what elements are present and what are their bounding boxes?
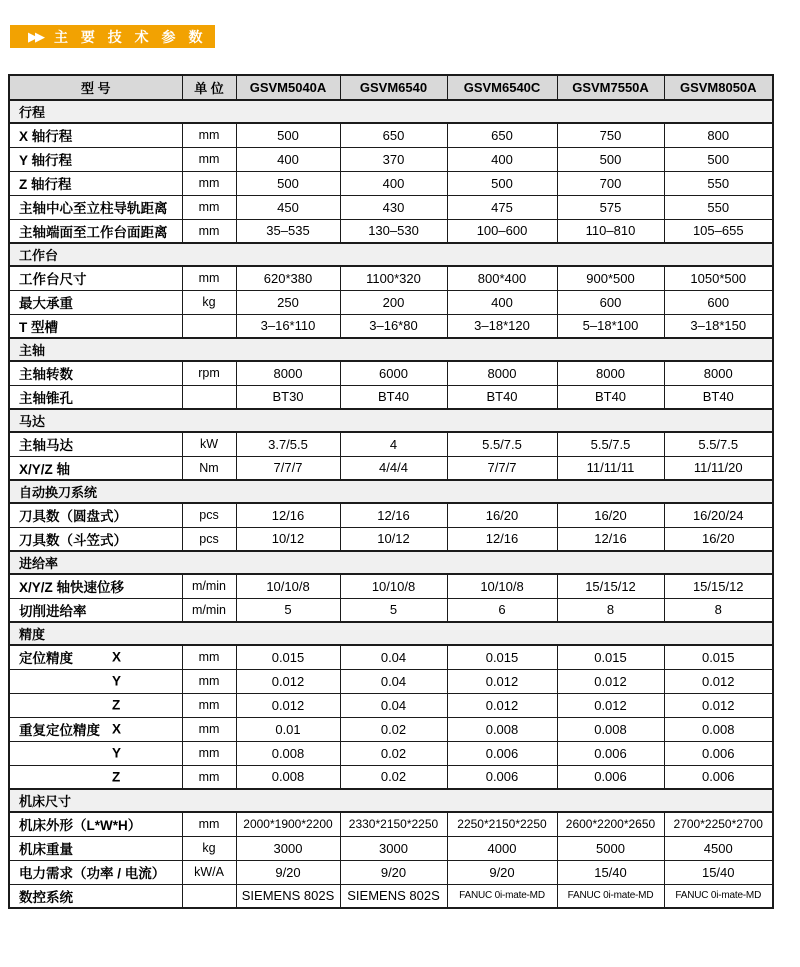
row-label: Y 轴行程 xyxy=(9,147,182,171)
row-label: Z 轴行程 xyxy=(9,171,182,195)
row-unit: Nm xyxy=(182,456,236,480)
table-row xyxy=(9,361,773,385)
cell-value: 575 xyxy=(557,195,664,219)
cell-value: 0.012 xyxy=(557,669,664,693)
cell-value: 0.02 xyxy=(340,717,447,741)
cell-value: 12/16 xyxy=(340,503,447,527)
cell-value: 10/12 xyxy=(340,527,447,551)
table-row xyxy=(9,314,773,338)
section-title: 行程 xyxy=(9,100,773,123)
cell-value: 1100*320 xyxy=(340,266,447,290)
row-unit: mm xyxy=(182,812,236,836)
cell-value: 5 xyxy=(340,598,447,622)
cell-value: 0.008 xyxy=(236,765,340,789)
cell-value: 6 xyxy=(447,598,557,622)
cell-value: BT40 xyxy=(447,385,557,409)
cell-value: 12/16 xyxy=(557,527,664,551)
cell-value: 500 xyxy=(447,171,557,195)
cell-value: 400 xyxy=(447,147,557,171)
row-unit: pcs xyxy=(182,503,236,527)
cell-value: 8000 xyxy=(557,361,664,385)
section-title: 自动换刀系统 xyxy=(9,480,773,503)
cell-value: 3–18*120 xyxy=(447,314,557,338)
row-unit: mm xyxy=(182,123,236,147)
cell-value: 0.015 xyxy=(236,645,340,669)
row-unit: mm xyxy=(182,266,236,290)
cell-value: BT40 xyxy=(557,385,664,409)
cell-value: 8 xyxy=(664,598,773,622)
cell-value: BT40 xyxy=(340,385,447,409)
row-label: 主轴中心至立柱导轨距离 xyxy=(9,195,182,219)
row-unit: kg xyxy=(182,290,236,314)
row-label: 主轴转数 xyxy=(9,361,182,385)
row-unit: mm xyxy=(182,765,236,789)
col-header-model-5: GSVM8050A xyxy=(664,75,773,100)
cell-value: 12/16 xyxy=(447,527,557,551)
section-row xyxy=(9,789,773,812)
cell-value: 0.006 xyxy=(664,765,773,789)
row-label: 主轴端面至工作台面距离 xyxy=(9,219,182,243)
row-label: 电力需求（功率 / 电流） xyxy=(9,860,182,884)
table-row xyxy=(9,669,773,693)
cell-value: 15/15/12 xyxy=(664,574,773,598)
cell-value: 2700*2250*2700 xyxy=(664,812,773,836)
cell-value: 0.012 xyxy=(236,669,340,693)
row-label: 切削进给率 xyxy=(9,598,182,622)
row-unit: kW/A xyxy=(182,860,236,884)
row-label: X/Y/Z 轴快速位移 xyxy=(9,574,182,598)
cell-value: 4500 xyxy=(664,836,773,860)
cell-value: 0.015 xyxy=(664,645,773,669)
table-row xyxy=(9,385,773,409)
cell-value: 5000 xyxy=(557,836,664,860)
row-unit xyxy=(182,385,236,409)
header-row xyxy=(9,75,773,100)
table-row xyxy=(9,717,773,741)
table-row xyxy=(9,219,773,243)
row-label xyxy=(9,765,182,789)
table-row xyxy=(9,456,773,480)
row-unit: m/min xyxy=(182,598,236,622)
cell-value: 11/11/11 xyxy=(557,456,664,480)
cell-value: 7/7/7 xyxy=(447,456,557,480)
axis-label: Z xyxy=(112,697,121,713)
cell-value: 400 xyxy=(447,290,557,314)
cell-value: 0.02 xyxy=(340,765,447,789)
cell-value: 0.04 xyxy=(340,669,447,693)
row-label: 刀具数（斗笠式） xyxy=(9,527,182,551)
row-label: 主轴马达 xyxy=(9,432,182,456)
table-row xyxy=(9,432,773,456)
cell-value: 0.012 xyxy=(236,693,340,717)
row-label: 最大承重 xyxy=(9,290,182,314)
spec-table xyxy=(8,74,774,909)
table-row xyxy=(9,574,773,598)
cell-value: 9/20 xyxy=(236,860,340,884)
banner-title: 主 要 技 术 参 数 xyxy=(54,28,207,45)
table-row xyxy=(9,266,773,290)
double-arrow-icon: ▶▶ xyxy=(28,29,42,44)
row-label: 主轴锥孔 xyxy=(9,385,182,409)
row-unit: kW xyxy=(182,432,236,456)
section-title: 马达 xyxy=(9,409,773,432)
row-label xyxy=(9,741,182,765)
table-row xyxy=(9,503,773,527)
cell-value: 0.012 xyxy=(664,693,773,717)
cell-value: 110–810 xyxy=(557,219,664,243)
cell-value: 15/40 xyxy=(557,860,664,884)
axis-label: Z xyxy=(112,769,121,785)
row-unit: mm xyxy=(182,195,236,219)
cell-value: 1050*500 xyxy=(664,266,773,290)
table-row xyxy=(9,836,773,860)
cell-value: 35–535 xyxy=(236,219,340,243)
cell-value: 0.02 xyxy=(340,741,447,765)
cell-value: 3000 xyxy=(236,836,340,860)
cell-value: 7/7/7 xyxy=(236,456,340,480)
cell-value: 370 xyxy=(340,147,447,171)
col-header-model-1: GSVM5040A xyxy=(236,75,340,100)
row-label: X 轴行程 xyxy=(9,123,182,147)
cell-value: 105–655 xyxy=(664,219,773,243)
cell-value: 3–18*150 xyxy=(664,314,773,338)
cell-value: 100–600 xyxy=(447,219,557,243)
cell-value: 5.5/7.5 xyxy=(447,432,557,456)
cell-value: 2250*2150*2250 xyxy=(447,812,557,836)
row-unit: m/min xyxy=(182,574,236,598)
cell-value: 3–16*110 xyxy=(236,314,340,338)
section-row xyxy=(9,100,773,123)
cell-value: 0.015 xyxy=(447,645,557,669)
cell-value: 650 xyxy=(340,123,447,147)
cell-value: 5 xyxy=(236,598,340,622)
section-row xyxy=(9,480,773,503)
row-unit: mm xyxy=(182,219,236,243)
spec-table-body xyxy=(9,100,773,908)
table-row xyxy=(9,860,773,884)
cell-value: 10/10/8 xyxy=(236,574,340,598)
cell-value: BT30 xyxy=(236,385,340,409)
cell-value: 750 xyxy=(557,123,664,147)
cell-value: 800*400 xyxy=(447,266,557,290)
cell-value: 650 xyxy=(447,123,557,147)
cell-value: 0.04 xyxy=(340,693,447,717)
section-banner xyxy=(10,25,215,48)
cell-value: 8000 xyxy=(447,361,557,385)
col-header-model-4: GSVM7550A xyxy=(557,75,664,100)
cell-value: 900*500 xyxy=(557,266,664,290)
section-title: 机床尺寸 xyxy=(9,789,773,812)
row-unit: mm xyxy=(182,645,236,669)
row-unit: mm xyxy=(182,669,236,693)
cell-value: 15/40 xyxy=(664,860,773,884)
axis-label: X xyxy=(112,721,122,737)
cell-value: 550 xyxy=(664,195,773,219)
cell-value: 8 xyxy=(557,598,664,622)
cell-value: 2330*2150*2250 xyxy=(340,812,447,836)
row-label xyxy=(9,693,182,717)
cell-value: 16/20 xyxy=(447,503,557,527)
cell-value: 0.01 xyxy=(236,717,340,741)
cell-value: 0.012 xyxy=(447,693,557,717)
cell-value: SIEMENS 802S xyxy=(340,884,447,908)
cell-value: 0.008 xyxy=(236,741,340,765)
cell-value: 3.7/5.5 xyxy=(236,432,340,456)
cell-value: 0.008 xyxy=(664,717,773,741)
col-header-model-3: GSVM6540C xyxy=(447,75,557,100)
cell-value: 700 xyxy=(557,171,664,195)
cell-value: 9/20 xyxy=(340,860,447,884)
row-label: X/Y/Z 轴 xyxy=(9,456,182,480)
cell-value: 400 xyxy=(340,171,447,195)
cell-value: SIEMENS 802S xyxy=(236,884,340,908)
cell-value: 0.006 xyxy=(557,741,664,765)
row-label: T 型槽 xyxy=(9,314,182,338)
row-label: 工作台尺寸 xyxy=(9,266,182,290)
cell-value: 400 xyxy=(236,147,340,171)
table-row xyxy=(9,812,773,836)
table-row xyxy=(9,123,773,147)
cell-value: 130–530 xyxy=(340,219,447,243)
cell-value: 500 xyxy=(236,171,340,195)
table-row xyxy=(9,290,773,314)
cell-value: 500 xyxy=(664,147,773,171)
table-row xyxy=(9,195,773,219)
cell-value: 9/20 xyxy=(447,860,557,884)
cell-value: 600 xyxy=(664,290,773,314)
cell-value: 2000*1900*2200 xyxy=(236,812,340,836)
cell-value: 5.5/7.5 xyxy=(557,432,664,456)
cell-value: 0.012 xyxy=(664,669,773,693)
cell-value: 8000 xyxy=(664,361,773,385)
section-title: 精度 xyxy=(9,622,773,645)
row-label: 刀具数（圆盘式） xyxy=(9,503,182,527)
cell-value: 200 xyxy=(340,290,447,314)
cell-value: 11/11/20 xyxy=(664,456,773,480)
table-row xyxy=(9,527,773,551)
section-row xyxy=(9,338,773,361)
row-label xyxy=(9,669,182,693)
cell-value: 10/10/8 xyxy=(340,574,447,598)
cell-value: 12/16 xyxy=(236,503,340,527)
col-header-model: 型 号 xyxy=(9,75,182,100)
row-unit: mm xyxy=(182,741,236,765)
cell-value: 0.006 xyxy=(664,741,773,765)
section-title: 进给率 xyxy=(9,551,773,574)
cell-value: FANUC 0i-mate-MD xyxy=(447,884,557,908)
cell-value: 0.015 xyxy=(557,645,664,669)
row-unit: mm xyxy=(182,693,236,717)
table-row xyxy=(9,598,773,622)
row-unit: kg xyxy=(182,836,236,860)
spec-table-head xyxy=(9,75,773,100)
cell-value: 430 xyxy=(340,195,447,219)
section-row xyxy=(9,409,773,432)
section-title: 主轴 xyxy=(9,338,773,361)
row-unit: pcs xyxy=(182,527,236,551)
cell-value: 16/20/24 xyxy=(664,503,773,527)
cell-value: 500 xyxy=(557,147,664,171)
cell-value: 800 xyxy=(664,123,773,147)
section-row xyxy=(9,551,773,574)
cell-value: 0.006 xyxy=(447,741,557,765)
section-title: 工作台 xyxy=(9,243,773,266)
cell-value: 15/15/12 xyxy=(557,574,664,598)
row-unit: mm xyxy=(182,147,236,171)
cell-value: 0.008 xyxy=(557,717,664,741)
cell-value: 4/4/4 xyxy=(340,456,447,480)
cell-value: 0.008 xyxy=(447,717,557,741)
section-row xyxy=(9,243,773,266)
cell-value: 2600*2200*2650 xyxy=(557,812,664,836)
cell-value: 0.006 xyxy=(557,765,664,789)
table-row xyxy=(9,693,773,717)
row-label: 重复定位精度 X xyxy=(9,717,182,741)
row-unit xyxy=(182,884,236,908)
cell-value: 0.012 xyxy=(447,669,557,693)
table-row xyxy=(9,741,773,765)
cell-value: 3–16*80 xyxy=(340,314,447,338)
cell-value: 8000 xyxy=(236,361,340,385)
section-row xyxy=(9,622,773,645)
col-header-model-2: GSVM6540 xyxy=(340,75,447,100)
cell-value: 10/12 xyxy=(236,527,340,551)
col-header-unit: 单 位 xyxy=(182,75,236,100)
cell-value: 600 xyxy=(557,290,664,314)
cell-value: 3000 xyxy=(340,836,447,860)
row-unit: mm xyxy=(182,171,236,195)
row-unit: mm xyxy=(182,717,236,741)
table-row xyxy=(9,765,773,789)
cell-value: 4 xyxy=(340,432,447,456)
cell-value: 0.006 xyxy=(447,765,557,789)
row-label: 机床外形（L*W*H） xyxy=(9,812,182,836)
table-row xyxy=(9,645,773,669)
cell-value: FANUC 0i-mate-MD xyxy=(664,884,773,908)
cell-value: 0.04 xyxy=(340,645,447,669)
axis-label: Y xyxy=(112,673,122,689)
cell-value: 10/10/8 xyxy=(447,574,557,598)
cell-value: 16/20 xyxy=(557,503,664,527)
row-label: 数控系统 xyxy=(9,884,182,908)
row-unit: rpm xyxy=(182,361,236,385)
table-row xyxy=(9,171,773,195)
cell-value: 5–18*100 xyxy=(557,314,664,338)
row-label: 定位精度 X xyxy=(9,645,182,669)
cell-value: 500 xyxy=(236,123,340,147)
axis-label: X xyxy=(112,649,122,665)
table-row xyxy=(9,884,773,908)
row-unit xyxy=(182,314,236,338)
axis-label: Y xyxy=(112,745,122,761)
cell-value: 16/20 xyxy=(664,527,773,551)
cell-value: 620*380 xyxy=(236,266,340,290)
table-row xyxy=(9,147,773,171)
cell-value: 5.5/7.5 xyxy=(664,432,773,456)
cell-value: 475 xyxy=(447,195,557,219)
cell-value: 4000 xyxy=(447,836,557,860)
cell-value: 0.012 xyxy=(557,693,664,717)
cell-value: 550 xyxy=(664,171,773,195)
row-label: 机床重量 xyxy=(9,836,182,860)
cell-value: 450 xyxy=(236,195,340,219)
cell-value: FANUC 0i-mate-MD xyxy=(557,884,664,908)
cell-value: 250 xyxy=(236,290,340,314)
cell-value: 6000 xyxy=(340,361,447,385)
cell-value: BT40 xyxy=(664,385,773,409)
